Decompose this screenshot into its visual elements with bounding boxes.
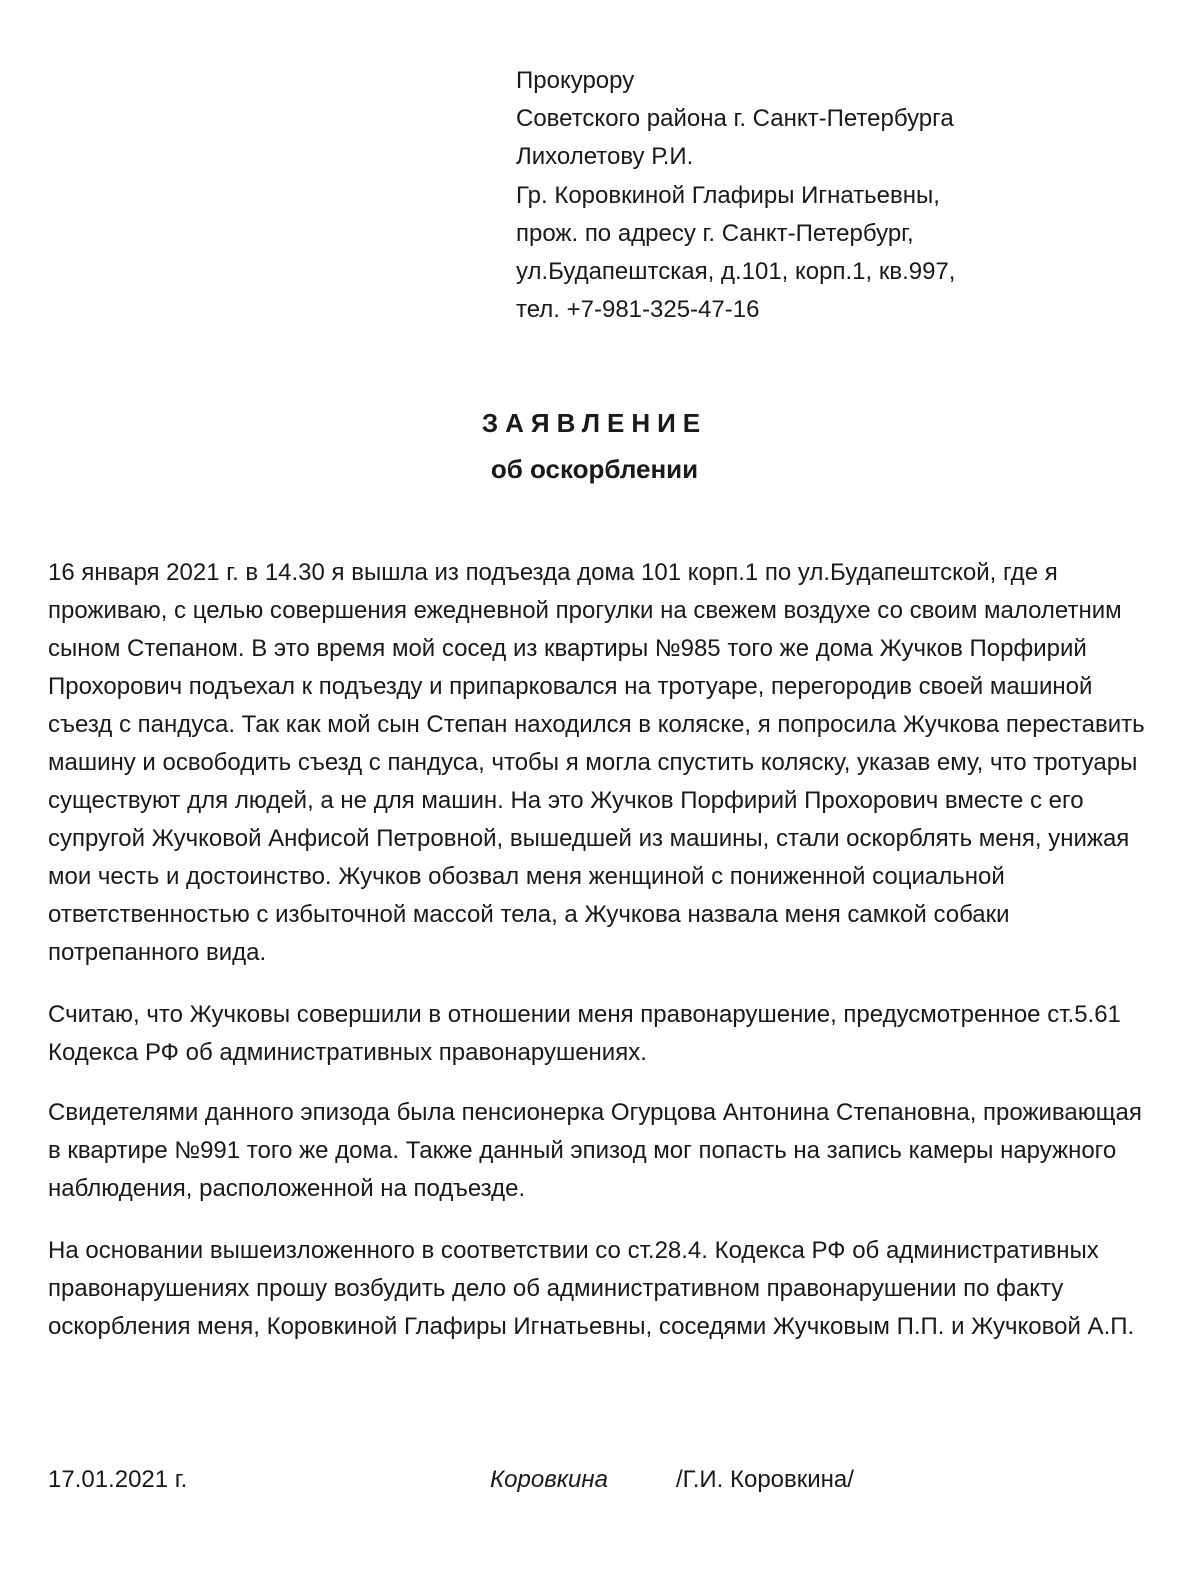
- addressee-line-phone: тел. +7-981-325-47-16: [516, 296, 760, 324]
- addressee-line-recipient-title: Прокурору: [516, 67, 635, 94]
- body-paragraph-incident: [48, 554, 1148, 972]
- document-title: ЗАЯВЛЕНИЕ: [481, 408, 708, 438]
- document-subtitle: об оскорблении: [490, 454, 699, 484]
- paragraph-text: Свидетелями данного эпизода была пенсионерка Огурцова Антонина Степановна, проживающая в квартире №991 того же дома. Также данный эпизод мог попасть на запись камеры наружного наблюдения, расположенной на подъезде.: [48, 1099, 1142, 1202]
- signature: Коровкина: [490, 1466, 608, 1493]
- body-paragraph-witnesses: [48, 1094, 1148, 1208]
- body-paragraph-request: [48, 1232, 1148, 1346]
- addressee-line-address-city: прож. по адресу г. Санкт-Петербург,: [516, 219, 914, 247]
- body-paragraph-legal-basis: [48, 996, 1148, 1072]
- addressee-line-sender-name: Гр. Коровкиной Глафиры Игнатьевны,: [516, 181, 940, 209]
- paragraph-text: Считаю, что Жучковы совершили в отношении меня правонарушение, предусмотренное ст.5.61 Кодекса РФ об административных правонарушениях.: [48, 1001, 1121, 1066]
- document-date: 17.01.2021 г.: [48, 1466, 188, 1493]
- paragraph-text: На основании вышеизложенного в соответствии со ст.28.4. Кодекса РФ об административных правонарушениях прошу возбудить дело об административном правонарушении по факту оскорбления меня, Коровкиной Глафиры Игнатьевны, соседями Жучковым П.П. и Жучковой А.П.: [48, 1237, 1135, 1340]
- paragraph-text: 16 января 2021 г. в 14.30 я вышла из подъезда дома 101 корп.1 по ул.Будапештской, где я проживаю, с целью совершения ежедневной прогулки на свежем воздухе со своим малолетним сыном Степаном. В это время мой сосед из квартиры №985 того же дома Жучков Порфирий Прохорович подъехал к подъезду и припарковался на тротуаре, перегородив своей машиной съезд с пандуса. Так как мой сын Степан находился в коляске, я попросила Жучкова переставить машину и освободить съезд с пандуса, чтобы я могла спустить коляску, указав ему, что тротуары существуют для людей, а не для машин. На это Жучков Порфирий Прохорович вместе с его супругой Жучковой Анфисой Петровной, вышедшей из машины, стали оскорблять меня, унижая мои честь и достоинство. Жучков обозвал меня женщиной с пониженной социальной ответственностью с избыточной массой тела, а Жучкова назвала меня самкой собаки потрепанного вида.: [48, 559, 1145, 966]
- addressee-line-district: Советского района г. Санкт-Петербурга: [516, 105, 954, 133]
- addressee-line-address-street: ул.Будапештская, д.101, корп.1, кв.997,: [516, 258, 956, 286]
- addressee-block: [516, 62, 1156, 329]
- addressee-line-recipient-name: Лихолетову Р.И.: [516, 143, 694, 171]
- signature-name: /Г.И. Коровкина/: [676, 1466, 854, 1493]
